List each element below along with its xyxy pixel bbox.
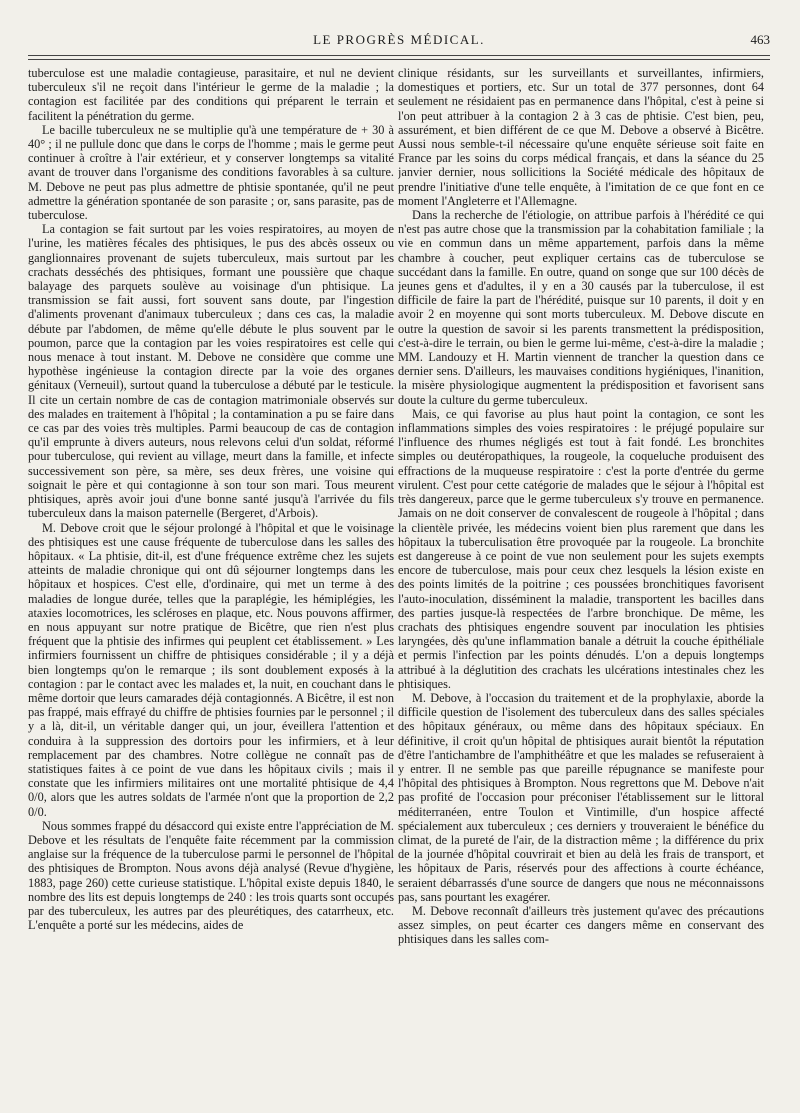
page-header (28, 30, 770, 50)
paragraph: clinique résidants, sur les surveillants et surveillantes, infirmiers, domestiques et portiers, etc. Sur un total de 377 personnes, dont 64 seulement ne résidaient pas en permanence dans l'hôpital, c'est à peine si l'on peut attribuer à la contagion 2 à 3 cas de phtisie. C'est bien, peu, assurément, et bien différent de ce que M. Debove a observé à Bicêtre. Aussi nous semble-t-il nécessaire qu'une enquête sérieuse soit faite en France par les soins du corps médical français, et dans la séance du 25 janvier dernier, nous sollicitions la Société médicale des hôpitaux de prendre l'initiative d'une telle enquête, à l'imitation de ce que font en ce moment l'Angleterre et l'Allemagne. (398, 66, 764, 208)
paragraph: Le bacille tuberculeux ne se multiplie qu'à une température de + 30 à 40° ; il ne pullule donc que dans le corps de l'homme ; mais le germe peut continuer à croître à l'air extérieur, et y conserver longtemps sa vitalité avant de trouver dans l'organisme des conditions favorables à sa culture. M. Debove ne peut pas plus admettre de phtisie spontanée, qu'il ne peut admettre la génération spontanée de son parasite ; or, sans parasite, pas de tuberculose. (28, 122, 394, 223)
left-column (28, 66, 394, 1106)
paragraph: Mais, ce qui favorise au plus haut point la contagion, ce sont les inflammations simples des voies respiratoires : le préjugé populaire sur l'influence des rhumes négligés est tout à fait fondé. Les bronchites simples ou deutéropathiques, la rougeole, la coqueluche produisent des effractions de la muqueuse respiratoire : c'est la porte d'entrée du germe virulent. C'est pour cette catégorie de malades que le séjour à l'hôpital est très dangereux, parce que le germe tuberculeux s'y trouve en permanence. Jamais on ne doit conserver de convalescent de rougeole à l'hôpital ; dans la clientèle privée, les médecins voient bien plus rarement que dans les hôpitaux la tuberculisation être provoquée par la rougeole. La bronchite est dangereuse à ce point de vue non seulement pour les sujets exempts encore de tuberculose, mais pour ceux chez lesquels la lésion existe en des points limités de la poitrine ; ces poussées bronchitiques favorisent l'auto-inoculation, disséminent la maladie, transportent les bacilles dans des parties jusque-là respectées de l'arbre bronchique. De même, les crachats des phtisiques engendre souvent par inoculation les phtisies laryngées, dès qu'une inflammation banale a détruit la couche épithéliale et permis l'infection par les points dénudés. L'on a depuis longtemps attribué à la déglutition des crachats les ulcérations intestinales chez les phtisiques. (398, 406, 764, 691)
paragraph: tuberculose est une maladie contagieuse, parasitaire, et nul ne devient tuberculeux s'il ne reçoit dans l'intérieur le germe de la maladie ; la contagion est facilitée par des conditions qui préparent le terrain et facilitent la pénétration du germe. (28, 66, 394, 123)
running-title: LE PROGRÈS MÉDICAL. (313, 32, 485, 47)
paragraph: M. Debove croit que le séjour prolongé à l'hôpital et que le voisinage des phtisiques est une cause fréquente de tuberculose dans les salles des hôpitaux. « La phtisie, dit-il, est d'une fréquence extrême chez les sujets atteints de maladie chronique qui ont dû séjourner longtemps dans les hôpitaux et hospices. C'est elle, d'ordinaire, qui met un terme à des maladies de longue durée, telles que la paraplégie, les hémiplégies, les ataxies locomotrices, les scléroses en plaque, etc. Nous pouvons affirmer, en nous appuyant sur notre pratique de Bicêtre, que rien n'est plus fréquent que la phtisie des infirmes qui peuplent cet établissement. » Les infirmiers fournissent un chiffre de phtisiques considérable ; il y a déjà bien longtemps qu'on le remarque ; ils sont doublement exposés à la contagion : par le contact avec les malades et, la nuit, en couchant dans le même dortoir que leurs camarades déjà contagionnés. A Bicêtre, il est non pas frappé, mais effrayé du chiffre de phtisies fournies par le personnel ; il y a là, dit-il, un véritable danger qui, un jour, éveillera l'attention et conduira à la suppression des dortoirs pour les infirmiers, et à leur remplacement par des chambres. Notre collègue ne connaît pas de statistiques faites à ce point de vue dans les hôpitaux civils ; mais il constate que les infirmiers militaires ont une mortalité phtisique de 4,4 0/0, alors que les autres soldats de l'armée n'ont que la proportion de 2,2 0/0. (28, 520, 394, 819)
right-column (398, 66, 764, 1106)
paragraph: Dans la recherche de l'étiologie, on attribue parfois à l'hérédité ce qui n'est pas autre chose que la transmission par la cohabitation familiale ; la vie en commun dans un même appartement, parfois dans la même chambre à coucher, peut expliquer certains cas de tuberculose se succédant dans la famille. En outre, quand on songe que sur 100 décès de jeunes gens et d'adultes, il y en a 30 causés par la tuberculose, il est difficile de faire la part de l'hérédité, puisque sur 10 parents, il doit y en avoir 2 en moyenne qui sont morts tuberculeux. M. Debove discute en outre la question de savoir si les parents transmettent la prédisposition, c'est-à-dire le terrain, ou bien le germe lui-même, c'est-à-dire la maladie ; MM. Landouzy et H. Martin viennent de trancher la question dans ce dernier sens. D'ailleurs, les mauvaises conditions hygiéniques, l'inanition, la misère physiologique augmentent la prédisposition et favorisent sans doute la culture du germe tuberculeux. (398, 208, 764, 407)
paragraph: M. Debove reconnaît d'ailleurs très justement qu'avec des précautions assez simples, on peut écarter ces dangers même en conservant des phtisiques dans les salles com- (398, 903, 764, 947)
paragraph: Nous sommes frappé du désaccord qui existe entre l'appréciation de M. Debove et les résultats de l'enquête faite récemment par la commission anglaise sur la fréquence de la tuberculose parmi le personnel de l'hôpital des phtisiques de Brompton. Nous avons déjà analysé (Revue d'hygiène, 1883, page 260) cette curieuse statistique. L'hôpital existe depuis 1840, le nombre des lits est depuis longtemps de 240 : les trois quarts sont occupés par des tuberculeux, les autres par des pleurétiques, des catarrheux, etc. L'enquête a porté sur les médecins, aides de (28, 818, 394, 933)
paragraph: M. Debove, à l'occasion du traitement et de la prophylaxie, aborde la difficile question de l'isolement des tuberculeux dans des salles spéciales des hôpitaux généraux, ou même dans des hôpitaux spéciaux. En définitive, il croit qu'un hôpital de phtisiques aurait bientôt la réputation d'être l'antichambre de l'amphithéâtre et que les malades se refuseraient à y entrer. Il ne semble pas que pareille répugnance se manifeste pour l'hôpital des phtisiques à Brompton. Nous regrettons que M. Debove n'ait pas profité de l'occasion pour préconiser l'établissement sur le littoral méditerranéen, entre Toulon et Vintimille, d'un hospice affecté spécialement aux tuberculeux ; ces derniers y trouveraient le bénéfice du climat, de la pureté de l'air, de la distraction même ; la différence du prix de la journée d'hôpital couvrirait et bien au delà les frais de transport, et les hôpitaux de Paris, réservés pour des affections à courte échéance, seraient débarrassés d'une source de dangers que nous ne méconnaissons pas, sans pourtant les exagérer. (398, 690, 764, 904)
page-number: 463 (750, 32, 770, 47)
header-rule-top (28, 55, 770, 56)
header-rule-bottom (28, 59, 770, 60)
paragraph: La contagion se fait surtout par les voies respiratoires, au moyen de l'urine, les matières fécales des phtisiques, le pus des abcès osseux ou ganglionnaires provenant de sujets tuberculeux, mais surtout par les crachats desséchés des phtisiques, formant une poussière que chaque balayage des parquets soulève au voisinage d'un phtisique. La transmission se fait aussi, fort souvent sans doute, par l'ingestion d'aliments provenant d'animaux tuberculeux ; dans ces cas, la maladie débute par l'abdomen, de même qu'elle débute le plus souvent par le poumon, parce que la contagion par les voies respiratoires est celle qui nous menace à tout instant. M. Debove ne considère que comme une hypothèse ingénieuse la contagion directe par la voie des organes génitaux (Verneuil), surtout quand la tuberculose a débuté par le testicule. Il cite un certain nombre de cas de contagion matrimoniale observés sur des malades en traitement à l'hôpital ; la contamination a pu se faire dans ce cas par des voies très multiples. Parmi beaucoup de cas de contagion qu'il emprunte à divers auteurs, nous relevons celui d'un soldat, réformé pour tuberculose, qui revient au village, meurt dans la famille, et infecte successivement son père, sa mère, ses deux frères, une voisine qui soignait le père et qui contagionne à son tour son mari. Tous meurent phtisiques, après avoir joui d'une bonne santé jusqu'à l'arrivée du fils tuberculeux dans la maison paternelle (Bergeret, d'Arbois). (28, 222, 394, 521)
